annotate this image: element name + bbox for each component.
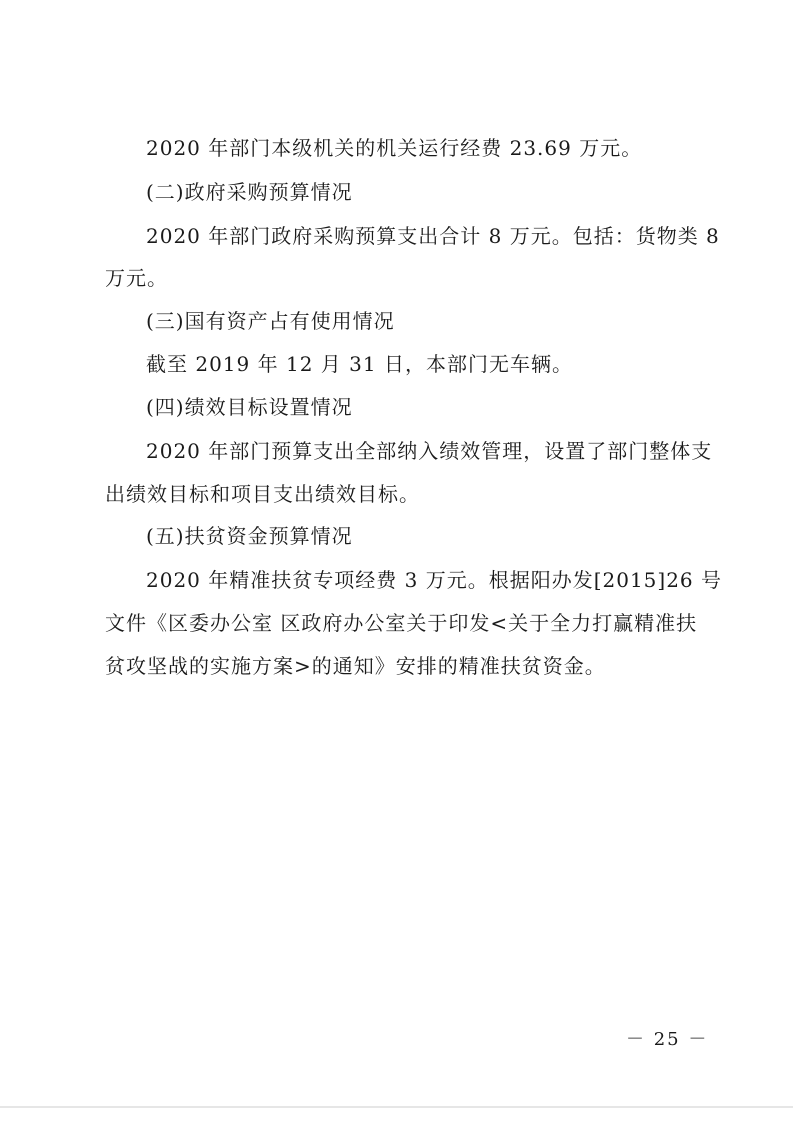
- heading-state-assets: (三)国有资产占有使用情况: [146, 309, 395, 333]
- paragraph-operating-expenses: 2020 年部门本级机关的机关运行经费 23.69 万元。: [146, 136, 643, 160]
- paragraph-procurement-line-2: 万元。: [105, 266, 168, 290]
- paragraph-performance-line-2: 出绩效目标和项目支出绩效目标。: [105, 482, 420, 506]
- page-number: － 25 －: [626, 1029, 709, 1050]
- paragraph-poverty-line-2: 文件《区委办公室 区政府办公室关于印发<关于全力打赢精准扶: [105, 611, 698, 635]
- paragraph-procurement-line-1: 2020 年部门政府采购预算支出合计 8 万元。包括：货物类 8: [146, 224, 720, 248]
- paragraph-poverty-line-1: 2020 年精准扶贫专项经费 3 万元。根据阳办发[2015]26 号: [146, 568, 723, 592]
- paragraph-vehicles: 截至 2019 年 12 月 31 日，本部门无车辆。: [146, 352, 573, 376]
- heading-poverty-funds: (五)扶贫资金预算情况: [146, 524, 353, 548]
- paragraph-performance-line-1: 2020 年部门预算支出全部纳入绩效管理，设置了部门整体支: [146, 439, 713, 463]
- paragraph-poverty-line-3: 贫攻坚战的实施方案>的通知》安排的精准扶贫资金。: [105, 654, 606, 678]
- heading-performance-goals: (四)绩效目标设置情况: [146, 395, 353, 419]
- page-edge-divider: [0, 1106, 793, 1108]
- heading-government-procurement: (二)政府采购预算情况: [146, 180, 353, 204]
